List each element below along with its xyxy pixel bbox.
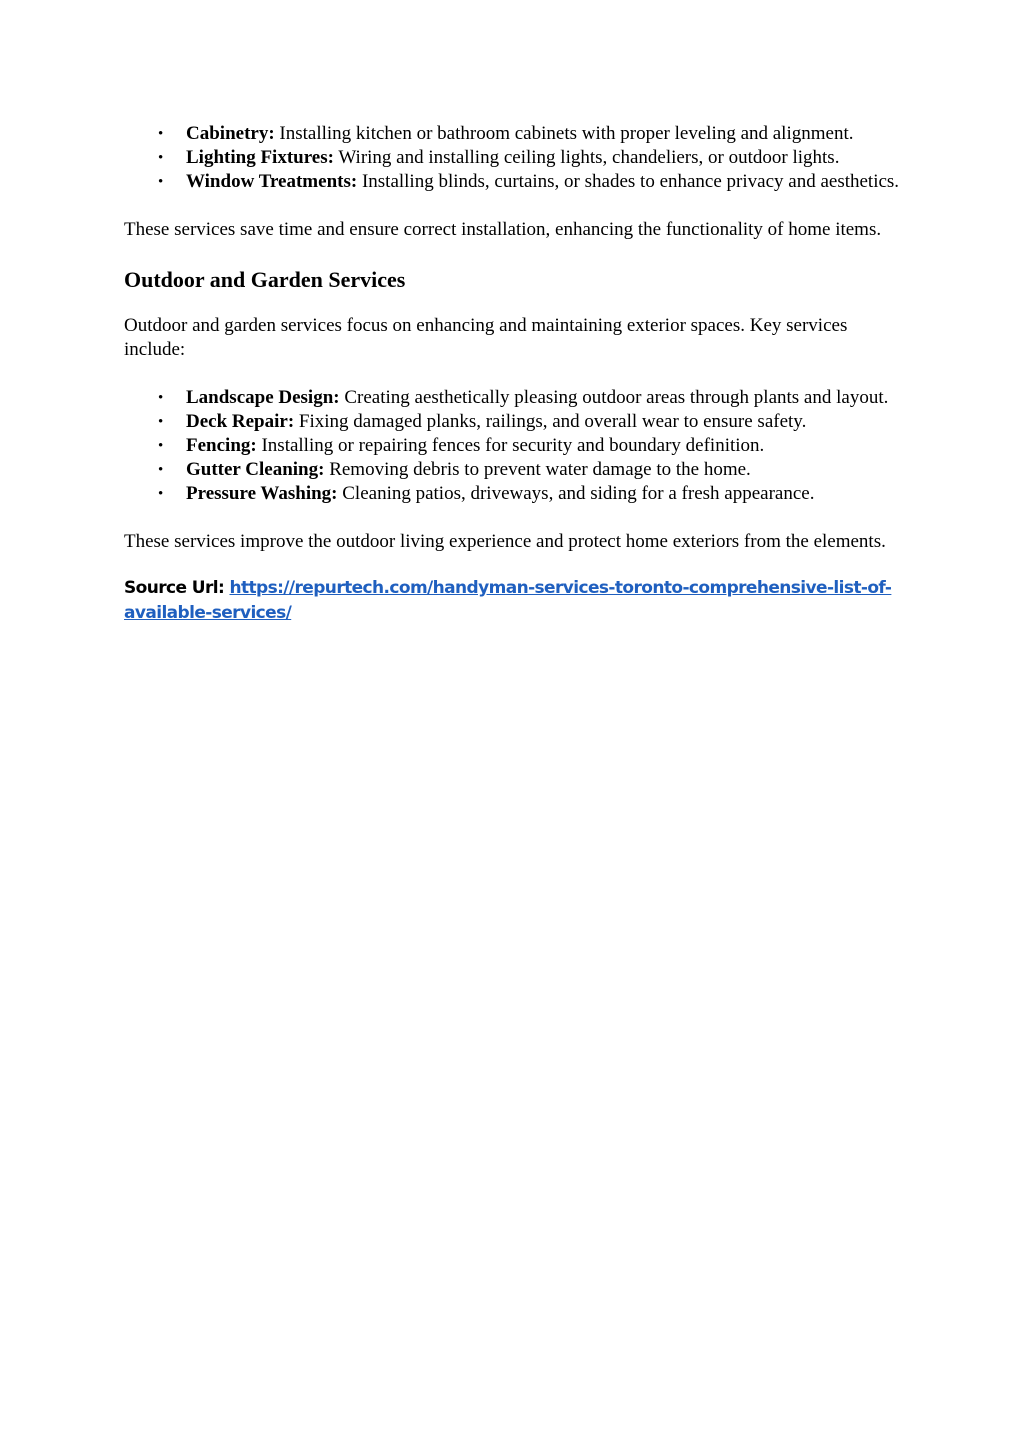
bullet-icon: •	[158, 438, 164, 454]
list-item-description: Cleaning patios, driveways, and siding for a fresh appearance.	[337, 483, 815, 504]
list-item-term: Lighting Fixtures:	[186, 147, 334, 168]
list-item	[124, 170, 904, 194]
bullet-icon: •	[158, 150, 164, 166]
list-item	[124, 146, 904, 170]
list-item-description: Installing blinds, curtains, or shades to enhance privacy and aesthetics.	[357, 171, 900, 192]
bullet-icon: •	[158, 126, 164, 142]
list-item-description: Wiring and installing ceiling lights, chandeliers, or outdoor lights.	[333, 147, 840, 168]
bullet-icon: •	[158, 462, 164, 478]
list-item-description: Installing or repairing fences for security and boundary definition.	[256, 435, 765, 456]
list-item-term: Pressure Washing:	[186, 483, 338, 504]
section-intro-paragraph: Outdoor and garden services focus on enhancing and maintaining exterior spaces. Key services include:	[124, 315, 848, 360]
bullet-icon: •	[158, 390, 164, 406]
outdoor-services-list	[124, 386, 904, 506]
list-item-term: Deck Repair:	[186, 411, 295, 432]
list-item-description: Creating aesthetically pleasing outdoor areas through plants and layout.	[339, 387, 889, 408]
outdoor-summary-paragraph: These services improve the outdoor living experience and protect home exteriors from the elements.	[124, 531, 886, 552]
list-item	[124, 482, 904, 506]
bullet-icon: •	[158, 174, 164, 190]
bullet-icon: •	[158, 414, 164, 430]
list-item-term: Landscape Design:	[186, 387, 340, 408]
source-url-link[interactable]: https://repurtech.com/handyman-services-toronto-comprehensive-list-of-available-services/	[124, 578, 892, 623]
list-item-description: Fixing damaged planks, railings, and overall wear to ensure safety.	[294, 411, 807, 432]
list-item-description: Installing kitchen or bathroom cabinets with proper leveling and alignment.	[274, 123, 854, 144]
list-item-description: Removing debris to prevent water damage to the home.	[324, 459, 751, 480]
section-heading: Outdoor and Garden Services	[124, 267, 406, 292]
document-page	[124, 122, 904, 626]
source-label: Source Url:	[124, 578, 230, 598]
list-item	[124, 434, 904, 458]
list-item	[124, 386, 904, 410]
bullet-icon: •	[158, 486, 164, 502]
list-item-term: Window Treatments:	[186, 171, 358, 192]
installation-services-list	[124, 122, 904, 194]
list-item	[124, 410, 904, 434]
list-item-term: Fencing:	[186, 435, 257, 456]
source-line	[124, 576, 904, 626]
list-item-term: Gutter Cleaning:	[186, 459, 325, 480]
installation-summary-paragraph: These services save time and ensure correct installation, enhancing the functionality of home items.	[124, 219, 882, 240]
list-item	[124, 458, 904, 482]
list-item	[124, 122, 904, 146]
list-item-term: Cabinetry:	[186, 123, 275, 144]
